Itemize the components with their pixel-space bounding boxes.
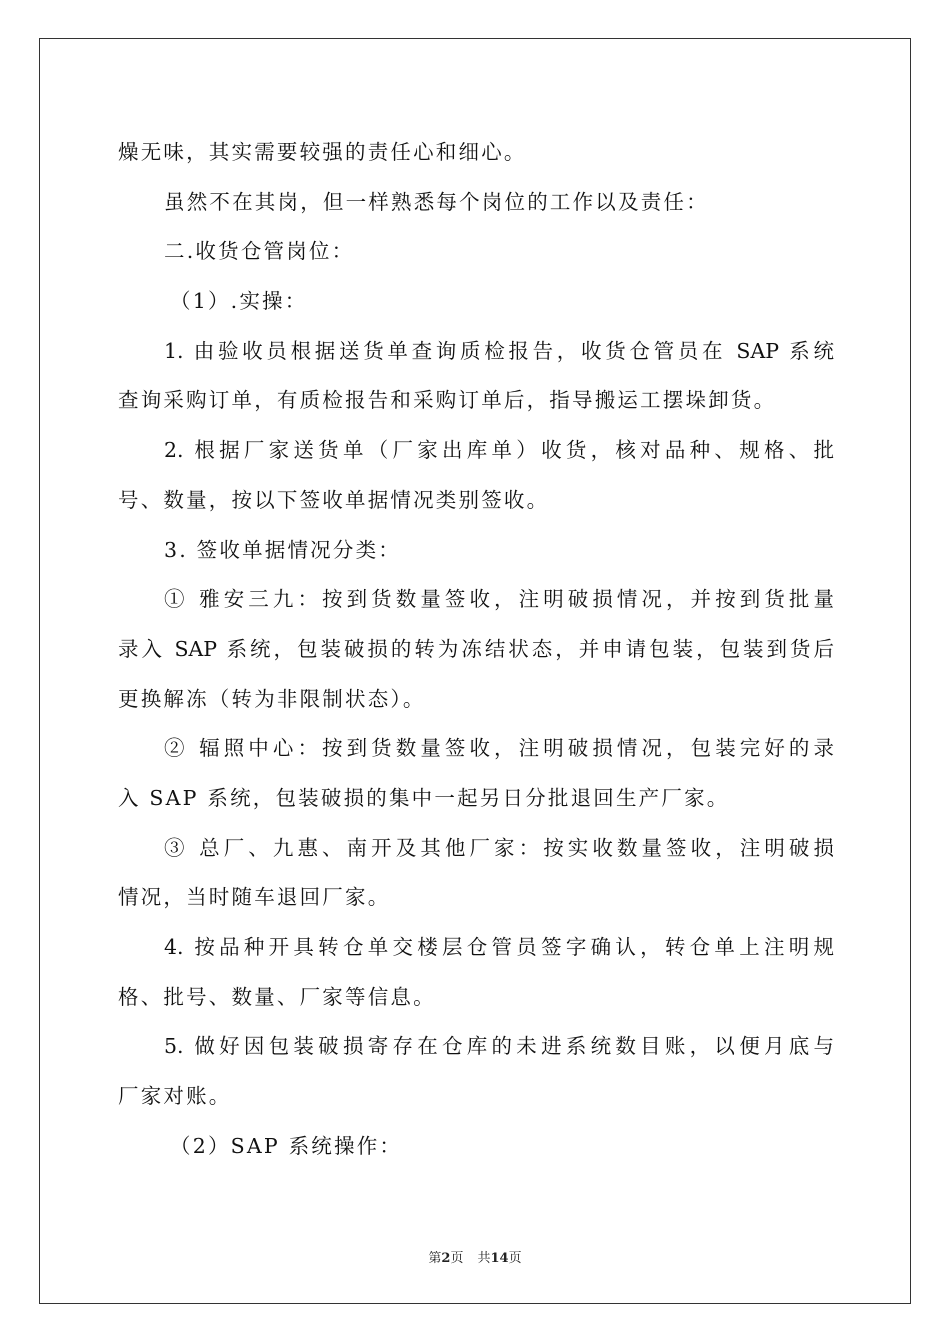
text-line: 3. 签收单据情况分类：	[164, 537, 401, 562]
text-line: 4. 按品种开具转仓单交楼层仓管员签字确认，转仓单上注明规	[164, 935, 834, 959]
subsection-heading: （2）SAP 系统操作：	[170, 1133, 403, 1158]
text-line: ② 辐照中心：按到货数量签收，注明破损情况，包装完好的录	[164, 736, 834, 761]
text-line: 5. 做好因包装破损寄存在仓库的未进系统数目账，以便月底与	[164, 1034, 834, 1059]
total-pages: 14	[490, 1251, 509, 1266]
text-line: ③ 总厂、九惠、南开及其他厂家：按实收数量签收，注明破损	[164, 835, 834, 860]
text-line: 录入 SAP 系统，包装破损的转为冻结状态，并申请包装，包装到货后	[118, 636, 834, 661]
page-prefix: 第	[428, 1251, 442, 1266]
text-line: 虽然不在其岗，但一样熟悉每个岗位的工作以及责任：	[164, 189, 709, 214]
page-suffix: 页	[450, 1251, 464, 1266]
text-line: ① 雅安三九：按到货数量签收，注明破损情况，并按到货批量	[164, 587, 834, 612]
text-line: 燥无味，其实需要较强的责任心和细心。	[118, 140, 527, 164]
text-line: 情况，当时随车退回厂家。	[118, 885, 391, 910]
text-line: 厂家对账。	[118, 1084, 232, 1109]
section-heading: 二.收货仓管岗位：	[164, 239, 355, 264]
text-line: 入 SAP 系统，包装破损的集中一起另日分批退回生产厂家。	[118, 785, 730, 810]
subsection-heading: （1）.实操：	[170, 289, 308, 314]
document-body	[118, 128, 834, 1171]
text-line: 号、数量，按以下签收单据情况类别签收。	[118, 487, 550, 512]
page-footer	[0, 1247, 950, 1266]
text-line: 1. 由验收员根据送货单查询质检报告，收货仓管员在 SAP 系统	[164, 338, 834, 363]
text-line: 更换解冻（转为非限制状态）。	[118, 686, 426, 711]
text-line: 查询采购订单，有质检报告和采购订单后，指导搬运工摆垛卸货。	[118, 388, 777, 413]
total-prefix: 共	[477, 1251, 491, 1266]
page-number: 2	[441, 1251, 451, 1266]
text-line: 2. 根据厂家送货单（厂家出库单）收货，核对品种、规格、批	[164, 438, 834, 463]
total-suffix: 页	[508, 1251, 522, 1266]
text-line: 格、批号、数量、厂家等信息。	[118, 984, 436, 1009]
